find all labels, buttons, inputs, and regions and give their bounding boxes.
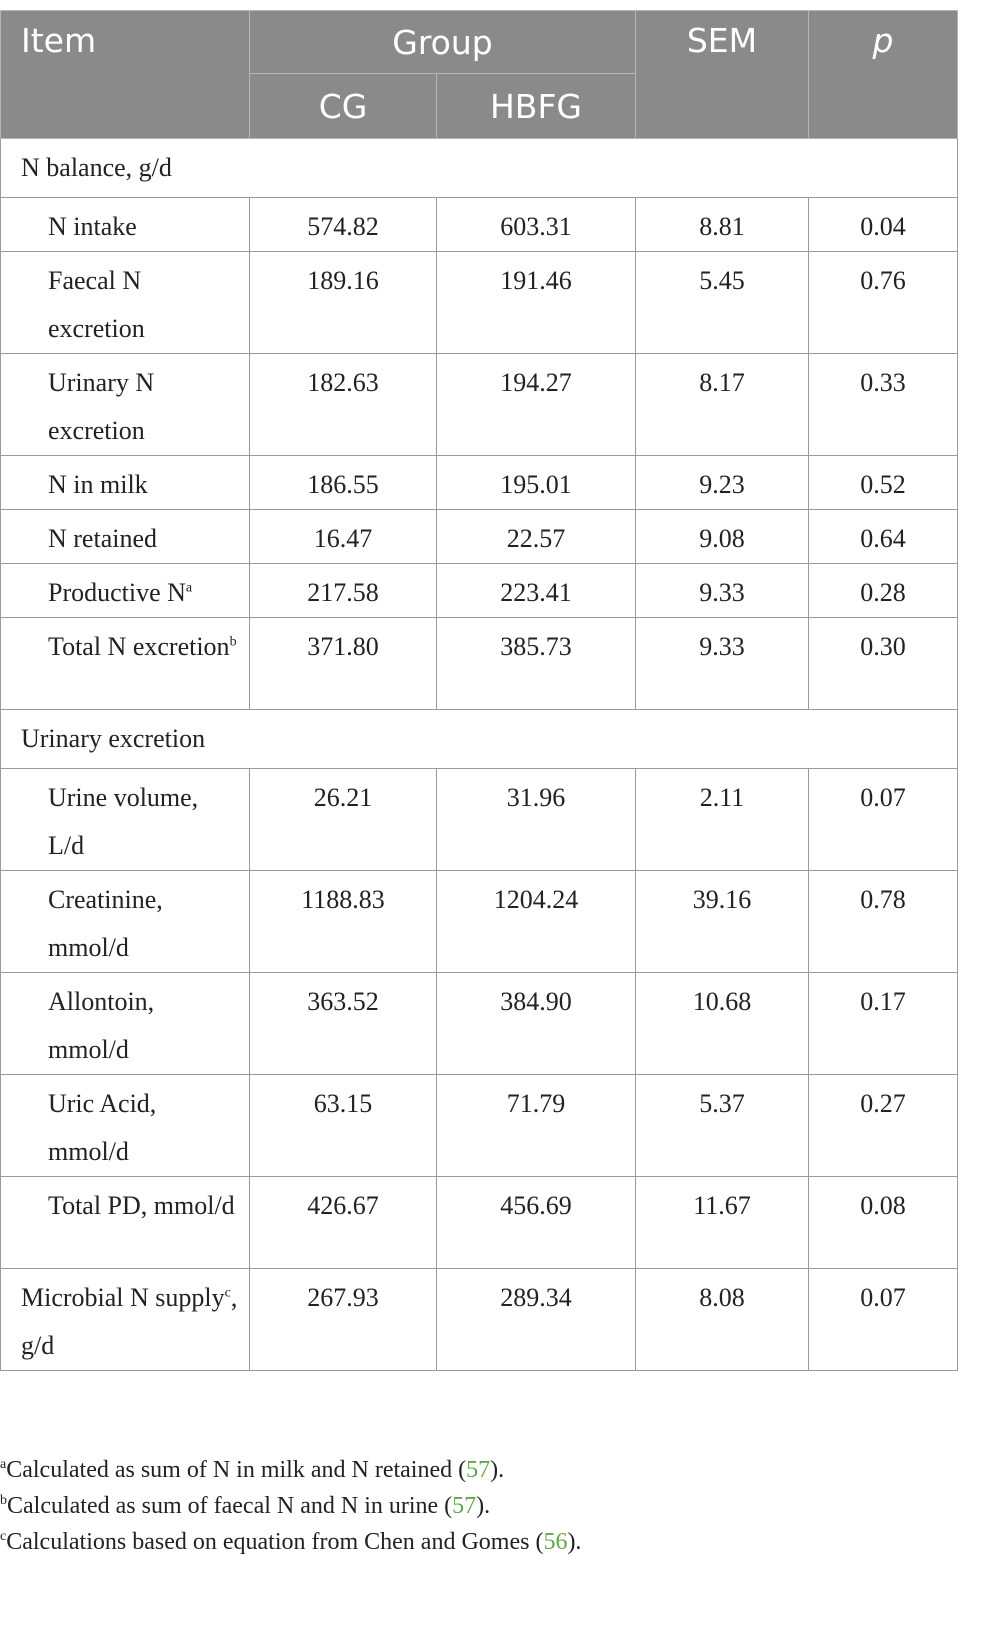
cell-cg: 186.55 [250, 456, 437, 510]
footnote-marker: a [0, 1457, 7, 1472]
row-label-unit: , g/d [21, 1283, 238, 1360]
cell-hbfg: 1204.24 [437, 871, 636, 973]
table-row [1, 198, 958, 252]
reference-link[interactable]: 57 [466, 1457, 491, 1483]
row-label: Urine volume, L/d [1, 769, 250, 871]
footnote-end: ). [567, 1529, 582, 1555]
cell-p: 0.76 [809, 252, 958, 354]
table-container [0, 10, 957, 1371]
cell-hbfg: 191.46 [437, 252, 636, 354]
cell-sem: 8.81 [636, 198, 809, 252]
reference-link[interactable]: 57 [452, 1493, 477, 1519]
section-title: Urinary excretion [1, 710, 958, 769]
section-row [1, 139, 958, 198]
row-label: Creatinine, mmol/d [1, 871, 250, 973]
cell-hbfg: 195.01 [437, 456, 636, 510]
header-sem: SEM [636, 11, 809, 139]
row-label-cell [1, 1269, 250, 1371]
cell-hbfg: 456.69 [437, 1177, 636, 1269]
cell-hbfg: 289.34 [437, 1269, 636, 1371]
footnotes [0, 1452, 957, 1560]
cell-hbfg: 194.27 [437, 354, 636, 456]
table-row [1, 252, 958, 354]
cell-cg: 574.82 [250, 198, 437, 252]
reference-link[interactable]: 56 [543, 1529, 568, 1555]
cell-sem: 8.17 [636, 354, 809, 456]
cell-sem: 9.08 [636, 510, 809, 564]
header-group: Group [250, 11, 636, 74]
table-row [1, 769, 958, 871]
row-label: Faecal N excretion [1, 252, 250, 354]
footnote-text: Calculated as sum of faecal N and N in urine ( [7, 1493, 453, 1519]
cell-p: 0.28 [809, 564, 958, 618]
row-label: Allontoin, mmol/d [1, 973, 250, 1075]
cell-p: 0.78 [809, 871, 958, 973]
cell-p: 0.04 [809, 198, 958, 252]
footnote-marker: b [0, 1493, 7, 1508]
cell-p: 0.08 [809, 1177, 958, 1269]
cell-p: 0.07 [809, 769, 958, 871]
footnote [0, 1452, 957, 1488]
cell-cg: 1188.83 [250, 871, 437, 973]
header-p [809, 11, 958, 139]
cell-cg: 267.93 [250, 1269, 437, 1371]
row-label: Productive N [48, 578, 186, 607]
cell-cg: 371.80 [250, 618, 437, 710]
footnote [0, 1524, 957, 1560]
cell-hbfg: 71.79 [437, 1075, 636, 1177]
row-label: Total PD, mmol/d [1, 1177, 250, 1269]
cell-sem: 9.33 [636, 564, 809, 618]
cell-p: 0.64 [809, 510, 958, 564]
cell-hbfg: 223.41 [437, 564, 636, 618]
cell-cg: 16.47 [250, 510, 437, 564]
row-label: Total N excretion [48, 632, 230, 661]
footnote-marker: c [224, 1285, 231, 1301]
cell-cg: 217.58 [250, 564, 437, 618]
row-label: Uric Acid, mmol/d [1, 1075, 250, 1177]
header-cg: CG [250, 74, 437, 139]
footnote-marker: c [0, 1529, 7, 1544]
row-label-cell [1, 564, 250, 618]
cell-cg: 26.21 [250, 769, 437, 871]
table-row [1, 1075, 958, 1177]
table-row [1, 510, 958, 564]
cell-cg: 63.15 [250, 1075, 437, 1177]
cell-p: 0.27 [809, 1075, 958, 1177]
row-label: N intake [1, 198, 250, 252]
cell-sem: 5.45 [636, 252, 809, 354]
table-row [1, 564, 958, 618]
cell-cg: 182.63 [250, 354, 437, 456]
table-row [1, 871, 958, 973]
cell-p: 0.33 [809, 354, 958, 456]
footnote-end: ). [476, 1493, 491, 1519]
cell-hbfg: 385.73 [437, 618, 636, 710]
cell-cg: 426.67 [250, 1177, 437, 1269]
cell-cg: 363.52 [250, 973, 437, 1075]
footnote-text: Calculated as sum of N in milk and N retained ( [6, 1457, 467, 1483]
header-p-label: p [872, 21, 894, 60]
table-row [1, 456, 958, 510]
table-row [1, 618, 958, 710]
section-row [1, 710, 958, 769]
footnote-marker: a [185, 580, 193, 596]
row-label: N in milk [1, 456, 250, 510]
footnote [0, 1488, 957, 1524]
table-row [1, 1177, 958, 1269]
cell-p: 0.52 [809, 456, 958, 510]
cell-p: 0.17 [809, 973, 958, 1075]
table-row [1, 973, 958, 1075]
row-label: N retained [1, 510, 250, 564]
cell-sem: 8.08 [636, 1269, 809, 1371]
row-label-cell [1, 618, 250, 710]
cell-hbfg: 384.90 [437, 973, 636, 1075]
cell-cg: 189.16 [250, 252, 437, 354]
cell-hbfg: 603.31 [437, 198, 636, 252]
footnote-text: Calculations based on equation from Chen and Gomes ( [6, 1529, 544, 1555]
footnote-end: ). [490, 1457, 505, 1483]
cell-sem: 10.68 [636, 973, 809, 1075]
table-row [1, 354, 958, 456]
cell-sem: 5.37 [636, 1075, 809, 1177]
cell-sem: 11.67 [636, 1177, 809, 1269]
header-item: Item [1, 11, 250, 139]
cell-p: 0.30 [809, 618, 958, 710]
table-row [1, 1269, 958, 1371]
row-label: Microbial N supply [21, 1283, 225, 1312]
cell-sem: 9.23 [636, 456, 809, 510]
cell-sem: 39.16 [636, 871, 809, 973]
cell-hbfg: 31.96 [437, 769, 636, 871]
cell-hbfg: 22.57 [437, 510, 636, 564]
section-title: N balance, g/d [1, 139, 958, 198]
cell-sem: 9.33 [636, 618, 809, 710]
header-hbfg: HBFG [437, 74, 636, 139]
row-label: Urinary N excretion [1, 354, 250, 456]
cell-p: 0.07 [809, 1269, 958, 1371]
footnote-marker: b [229, 634, 237, 650]
nitrogen-balance-table [0, 10, 958, 1371]
cell-sem: 2.11 [636, 769, 809, 871]
